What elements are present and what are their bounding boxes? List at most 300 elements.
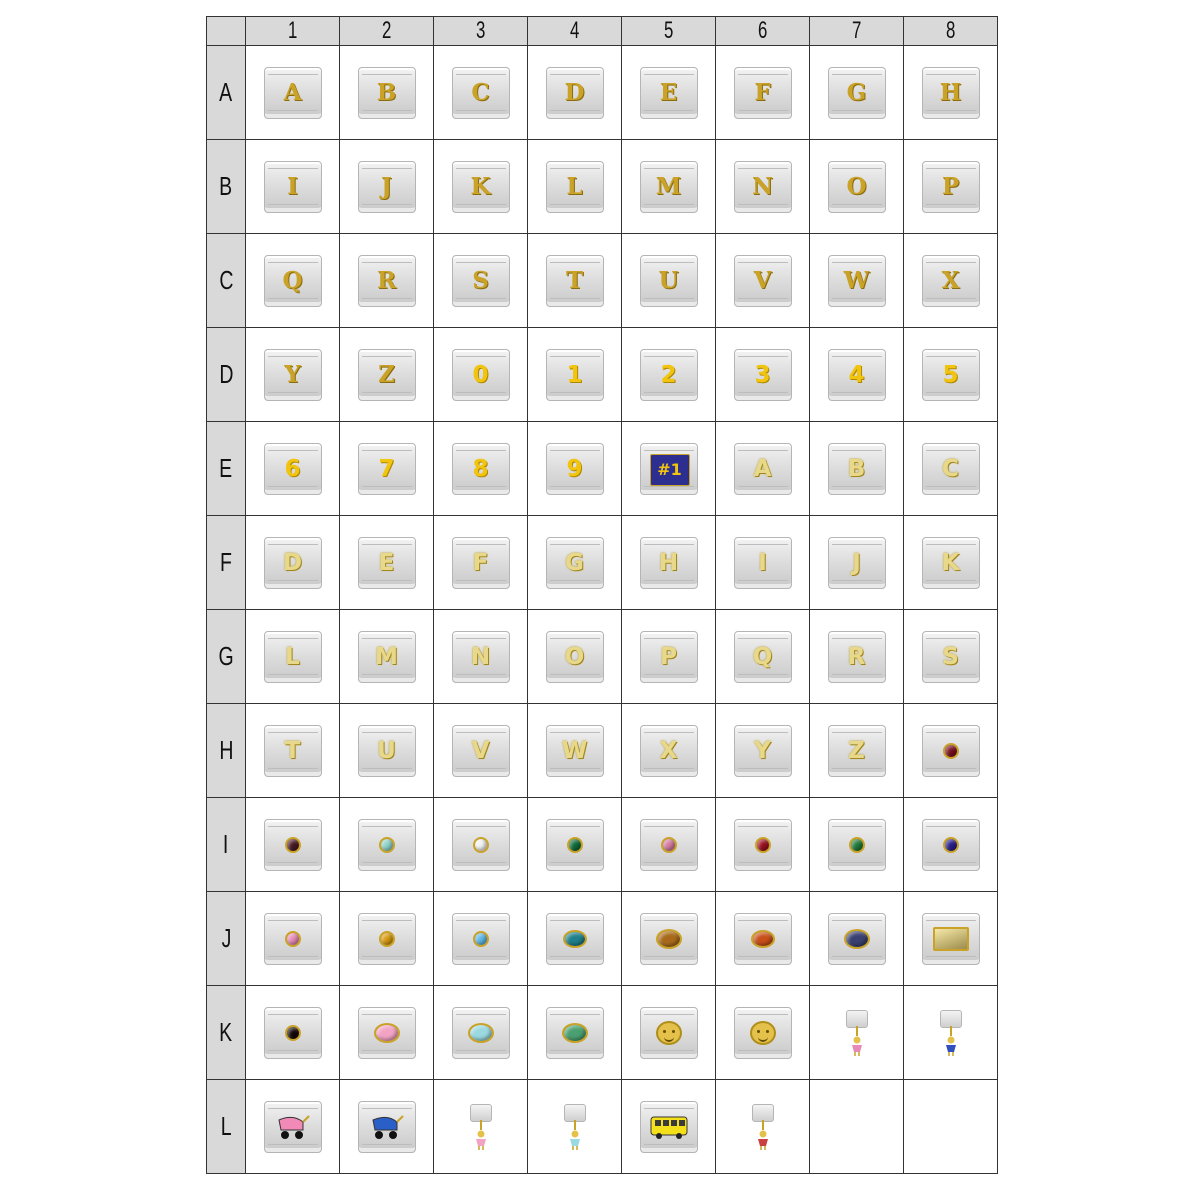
catalog-cell <box>340 422 434 516</box>
catalog-cell <box>434 234 528 328</box>
catalog-cell <box>810 516 904 610</box>
catalog-cell <box>340 798 434 892</box>
catalog-cell <box>904 234 998 328</box>
crystal-charm[interactable] <box>640 537 698 589</box>
catalog-cell <box>528 986 622 1080</box>
catalog-cell <box>622 892 716 986</box>
gem-charm[interactable] <box>828 913 886 965</box>
charm-face-text: A <box>753 455 772 482</box>
charm-face-text: I <box>287 173 298 200</box>
crystal-charm[interactable] <box>358 631 416 683</box>
gemstone-icon <box>849 837 865 853</box>
catalog-cell <box>434 140 528 234</box>
crystal-charm[interactable] <box>734 631 792 683</box>
gemstone-icon <box>285 1025 301 1041</box>
gemstone-icon <box>473 837 489 853</box>
catalog-cell <box>716 516 810 610</box>
catalog-cell <box>434 986 528 1080</box>
catalog-cell <box>622 140 716 234</box>
row-header-label: G <box>218 641 234 671</box>
letter-charm[interactable] <box>922 255 980 307</box>
catalog-cell <box>622 516 716 610</box>
column-header-label: 5 <box>663 17 674 44</box>
stroller-icon <box>367 1112 407 1142</box>
charm-face-text: 8 <box>472 455 489 482</box>
letter-charm[interactable] <box>358 349 416 401</box>
row-header <box>207 610 246 704</box>
crystal-charm[interactable] <box>734 443 792 495</box>
charm-face-text: R <box>847 643 866 670</box>
row-header-label: E <box>219 453 233 483</box>
stroller-charm[interactable] <box>358 1101 416 1153</box>
catalog-cell <box>716 798 810 892</box>
letter-charm[interactable] <box>452 255 510 307</box>
row-header <box>207 1080 246 1174</box>
crystal-charm[interactable] <box>358 725 416 777</box>
gem-charm[interactable] <box>358 1007 416 1059</box>
catalog-cell <box>246 704 340 798</box>
charm-face-text: G <box>565 549 584 576</box>
gem-charm[interactable] <box>640 913 698 965</box>
crystal-charm[interactable] <box>922 631 980 683</box>
column-header <box>716 17 810 46</box>
gem-charm[interactable] <box>358 819 416 871</box>
catalog-cell <box>340 234 434 328</box>
charm-face-text: M <box>375 643 398 670</box>
pendant-figure-icon <box>473 1130 489 1150</box>
row-header <box>207 140 246 234</box>
charm-face-text: X <box>659 737 678 764</box>
catalog-cell <box>810 46 904 140</box>
crystal-charm[interactable] <box>828 537 886 589</box>
charm-face-text: Y <box>754 737 771 764</box>
catalog-cell <box>340 704 434 798</box>
dangle-chain-icon <box>574 1120 576 1130</box>
plate-charm[interactable] <box>922 913 980 965</box>
charm-face-text: H <box>658 549 679 576</box>
catalog-cell <box>246 892 340 986</box>
catalog-cell <box>622 798 716 892</box>
charm-face-text: O <box>846 173 867 200</box>
charm-face-text: L <box>566 173 583 200</box>
gem-charm[interactable] <box>546 913 604 965</box>
gemstone-icon <box>661 837 677 853</box>
column-header-label: 8 <box>945 17 956 44</box>
catalog-cell <box>246 1080 340 1174</box>
charm-face-text: T <box>284 737 301 764</box>
crystal-charm[interactable] <box>546 725 604 777</box>
catalog-cell <box>904 610 998 704</box>
charm-face-text: Z <box>378 361 395 388</box>
crystal-charm[interactable] <box>640 631 698 683</box>
catalog-cell <box>434 516 528 610</box>
letter-charm[interactable] <box>264 67 322 119</box>
crystal-charm[interactable] <box>734 725 792 777</box>
catalog-cell <box>810 234 904 328</box>
dangle-charm[interactable] <box>904 986 997 1079</box>
column-header <box>904 17 998 46</box>
dangle-chain-icon <box>950 1026 952 1036</box>
charm-face-text: I <box>758 549 767 576</box>
enamel-charm[interactable] <box>640 443 698 495</box>
catalog-cell <box>810 892 904 986</box>
catalog-cell <box>810 328 904 422</box>
row-header-label: A <box>219 77 233 107</box>
catalog-cell <box>434 798 528 892</box>
catalog-cell <box>810 610 904 704</box>
charm-face-text: N <box>751 173 774 200</box>
catalog-cell <box>904 1080 998 1174</box>
catalog-cell <box>810 140 904 234</box>
catalog-cell <box>340 46 434 140</box>
catalog-cell <box>246 328 340 422</box>
row-header <box>207 892 246 986</box>
charm-face-text: F <box>472 549 489 576</box>
column-header-label: 6 <box>757 17 768 44</box>
number-charm[interactable] <box>358 443 416 495</box>
crystal-charm[interactable] <box>828 443 886 495</box>
pendant-figure-icon <box>849 1036 865 1056</box>
letter-charm[interactable] <box>640 161 698 213</box>
charm-face-text: S <box>942 643 959 670</box>
catalog-cell <box>716 892 810 986</box>
gem-charm[interactable] <box>264 819 322 871</box>
number-charm[interactable] <box>640 349 698 401</box>
gem-charm[interactable] <box>922 819 980 871</box>
crystal-charm[interactable] <box>358 537 416 589</box>
letter-charm[interactable] <box>546 161 604 213</box>
charm-face-text: #1 <box>650 454 690 486</box>
charm-face-text: N <box>470 643 491 670</box>
catalog-cell <box>340 516 434 610</box>
catalog-cell <box>340 140 434 234</box>
bus-icon <box>649 1112 689 1142</box>
charm-face-text: W <box>561 737 588 764</box>
dangle-chain-icon <box>480 1120 482 1130</box>
catalog-cell <box>528 46 622 140</box>
number-charm[interactable] <box>264 443 322 495</box>
column-header-label: 4 <box>569 17 580 44</box>
gem-charm[interactable] <box>452 913 510 965</box>
crystal-charm[interactable] <box>264 631 322 683</box>
number-charm[interactable] <box>452 443 510 495</box>
charm-face-text: H <box>939 79 962 106</box>
charm-face-text: P <box>660 643 677 670</box>
smiley-face-icon <box>750 1021 776 1045</box>
gem-charm[interactable] <box>734 819 792 871</box>
charm-face-text: D <box>564 79 585 106</box>
catalog-cell <box>434 892 528 986</box>
crystal-charm[interactable] <box>734 537 792 589</box>
number-charm[interactable] <box>734 349 792 401</box>
catalog-cell <box>528 892 622 986</box>
gemstone-icon <box>563 930 587 948</box>
catalog-cell <box>716 1080 810 1174</box>
crystal-charm[interactable] <box>640 725 698 777</box>
number-charm[interactable] <box>828 349 886 401</box>
charm-face-text: 1 <box>566 361 583 388</box>
catalog-cell <box>716 140 810 234</box>
crystal-charm[interactable] <box>452 537 510 589</box>
charm-face-text: 6 <box>284 455 301 482</box>
charm-face-text: V <box>471 737 490 764</box>
charm-face-text: S <box>472 267 489 294</box>
charm-face-text: Q <box>752 643 773 670</box>
charm-face-text: T <box>565 267 584 294</box>
catalog-cell <box>810 704 904 798</box>
row-header-label: K <box>219 1017 233 1047</box>
gemstone-icon <box>567 837 583 853</box>
catalog-cell <box>340 1080 434 1174</box>
charm-face-text: J <box>852 549 861 576</box>
catalog-cell <box>904 328 998 422</box>
crystal-charm[interactable] <box>828 725 886 777</box>
catalog-cell <box>246 798 340 892</box>
gemstone-icon <box>473 931 489 947</box>
row-header <box>207 422 246 516</box>
crystal-charm[interactable] <box>264 725 322 777</box>
crystal-charm[interactable] <box>452 725 510 777</box>
charm-face-text: J <box>381 173 392 200</box>
gem-charm[interactable] <box>452 819 510 871</box>
catalog-cell <box>622 1080 716 1174</box>
column-header <box>528 17 622 46</box>
pendant-figure-icon <box>567 1130 583 1150</box>
catalog-cell <box>716 46 810 140</box>
gem-charm[interactable] <box>546 1007 604 1059</box>
catalog-cell <box>528 422 622 516</box>
catalog-cell <box>340 328 434 422</box>
catalog-cell <box>904 704 998 798</box>
letter-charm[interactable] <box>640 67 698 119</box>
charm-face-text: E <box>378 549 395 576</box>
crystal-charm[interactable] <box>828 631 886 683</box>
gem-charm[interactable] <box>452 1007 510 1059</box>
catalog-cell <box>434 704 528 798</box>
gem-charm[interactable] <box>734 913 792 965</box>
gem-charm[interactable] <box>546 819 604 871</box>
gemstone-icon <box>943 743 959 759</box>
letter-charm[interactable] <box>734 255 792 307</box>
number-charm[interactable] <box>546 443 604 495</box>
letter-charm[interactable] <box>734 161 792 213</box>
catalog-cell <box>246 234 340 328</box>
catalog-cell <box>622 234 716 328</box>
gemstone-icon <box>562 1023 588 1043</box>
charm-face-text: 3 <box>754 361 771 388</box>
letter-charm[interactable] <box>828 255 886 307</box>
catalog-cell <box>904 422 998 516</box>
charm-face-text: P <box>941 173 960 200</box>
row-header <box>207 986 246 1080</box>
letter-charm[interactable] <box>828 67 886 119</box>
dangle-charm[interactable] <box>528 1080 621 1173</box>
catalog-cell <box>246 140 340 234</box>
charm-face-text: C <box>471 79 490 106</box>
column-header <box>622 17 716 46</box>
catalog-cell <box>716 986 810 1080</box>
letter-charm[interactable] <box>358 255 416 307</box>
letter-charm[interactable] <box>828 161 886 213</box>
gem-charm[interactable] <box>640 819 698 871</box>
gemstone-icon <box>844 929 870 949</box>
letter-charm[interactable] <box>922 161 980 213</box>
letter-charm[interactable] <box>358 67 416 119</box>
charm-face-text: M <box>655 173 682 200</box>
catalog-cell <box>716 422 810 516</box>
row-header-label: C <box>218 265 234 295</box>
letter-charm[interactable] <box>264 255 322 307</box>
row-header-label: D <box>218 359 234 389</box>
dangle-charm[interactable] <box>810 986 903 1079</box>
charm-face-text: 5 <box>942 361 959 388</box>
dangle-charm[interactable] <box>716 1080 809 1173</box>
row-header-label: F <box>220 547 232 577</box>
catalog-cell <box>528 1080 622 1174</box>
gemstone-icon <box>656 929 682 949</box>
charm-face-text: U <box>377 737 396 764</box>
letter-charm[interactable] <box>640 255 698 307</box>
catalog-cell <box>810 986 904 1080</box>
charm-face-text: G <box>846 79 867 106</box>
catalog-cell <box>528 798 622 892</box>
row-header <box>207 516 246 610</box>
catalog-cell <box>904 986 998 1080</box>
row-header <box>207 328 246 422</box>
pendant-figure-icon <box>755 1130 771 1150</box>
letter-charm[interactable] <box>546 255 604 307</box>
gem-charm[interactable] <box>828 819 886 871</box>
letter-charm[interactable] <box>922 67 980 119</box>
charm-face-text: 4 <box>848 361 865 388</box>
letter-charm[interactable] <box>358 161 416 213</box>
bus-charm[interactable] <box>640 1101 698 1153</box>
charm-face-text: V <box>753 267 772 294</box>
dangle-charm[interactable] <box>434 1080 527 1173</box>
catalog-cell <box>528 704 622 798</box>
letter-charm[interactable] <box>264 349 322 401</box>
charm-face-text: E <box>659 79 678 106</box>
charm-face-text: F <box>754 79 771 106</box>
stroller-charm[interactable] <box>264 1101 322 1153</box>
catalog-cell <box>810 1080 904 1174</box>
letter-charm[interactable] <box>452 161 510 213</box>
catalog-cell <box>340 610 434 704</box>
charm-catalog-grid <box>206 16 998 1174</box>
row-header-label: I <box>223 829 229 859</box>
column-header-label: 3 <box>475 17 486 44</box>
catalog-cell <box>716 704 810 798</box>
catalog-cell <box>246 422 340 516</box>
catalog-cell <box>528 140 622 234</box>
face-charm[interactable] <box>640 1007 698 1059</box>
column-header-label: 2 <box>381 17 392 44</box>
charm-face-text: B <box>847 455 866 482</box>
gem-charm[interactable] <box>264 1007 322 1059</box>
charm-face-text: 2 <box>660 361 677 388</box>
charm-face-text: O <box>564 643 585 670</box>
catalog-cell <box>904 798 998 892</box>
crystal-charm[interactable] <box>546 537 604 589</box>
mother-of-pearl-plate-icon <box>933 927 969 951</box>
catalog-cell <box>434 422 528 516</box>
crystal-charm[interactable] <box>546 631 604 683</box>
row-header <box>207 46 246 140</box>
gem-charm[interactable] <box>264 913 322 965</box>
dangle-chain-icon <box>856 1026 858 1036</box>
charm-face-text: C <box>942 455 959 482</box>
letter-charm[interactable] <box>734 67 792 119</box>
catalog-cell <box>528 516 622 610</box>
catalog-cell <box>810 422 904 516</box>
stroller-icon <box>273 1112 313 1142</box>
catalog-cell <box>904 892 998 986</box>
number-charm[interactable] <box>452 349 510 401</box>
catalog-cell <box>434 1080 528 1174</box>
crystal-charm[interactable] <box>452 631 510 683</box>
charm-face-text: B <box>376 79 397 106</box>
gem-charm[interactable] <box>922 725 980 777</box>
catalog-cell <box>622 328 716 422</box>
smiley-face-icon <box>656 1021 682 1045</box>
number-charm[interactable] <box>922 349 980 401</box>
letter-charm[interactable] <box>264 161 322 213</box>
crystal-charm[interactable] <box>922 537 980 589</box>
catalog-cell <box>810 798 904 892</box>
catalog-cell <box>434 328 528 422</box>
column-header <box>810 17 904 46</box>
catalog-cell <box>528 610 622 704</box>
row-header-label: H <box>218 735 234 765</box>
catalog-cell <box>528 234 622 328</box>
catalog-cell <box>246 986 340 1080</box>
charm-face-text: A <box>283 79 302 106</box>
row-header-label: J <box>221 923 231 953</box>
pendant-figure-icon <box>943 1036 959 1056</box>
gem-charm[interactable] <box>358 913 416 965</box>
catalog-cell <box>904 140 998 234</box>
charm-face-text: W <box>843 267 870 294</box>
face-charm[interactable] <box>734 1007 792 1059</box>
crystal-charm[interactable] <box>264 537 322 589</box>
charm-face-text: L <box>285 643 300 670</box>
charm-face-text: K <box>941 549 960 576</box>
corner-cell <box>207 17 246 46</box>
catalog-cell <box>528 328 622 422</box>
charm-face-text: U <box>658 267 679 294</box>
catalog-cell <box>622 422 716 516</box>
charm-face-text: 7 <box>378 455 395 482</box>
catalog-cell <box>622 704 716 798</box>
letter-charm[interactable] <box>546 67 604 119</box>
column-header-label: 1 <box>287 17 298 44</box>
catalog-cell <box>904 516 998 610</box>
number-charm[interactable] <box>546 349 604 401</box>
gemstone-icon <box>285 931 301 947</box>
column-header <box>340 17 434 46</box>
catalog-cell <box>340 892 434 986</box>
charm-face-text: Q <box>282 267 303 294</box>
catalog-cell <box>246 610 340 704</box>
crystal-charm[interactable] <box>922 443 980 495</box>
charm-face-text: Z <box>848 737 865 764</box>
row-header-label: B <box>219 171 233 201</box>
charm-face-text: 0 <box>472 361 489 388</box>
letter-charm[interactable] <box>452 67 510 119</box>
catalog-cell <box>340 986 434 1080</box>
catalog-cell <box>622 610 716 704</box>
column-header <box>434 17 528 46</box>
